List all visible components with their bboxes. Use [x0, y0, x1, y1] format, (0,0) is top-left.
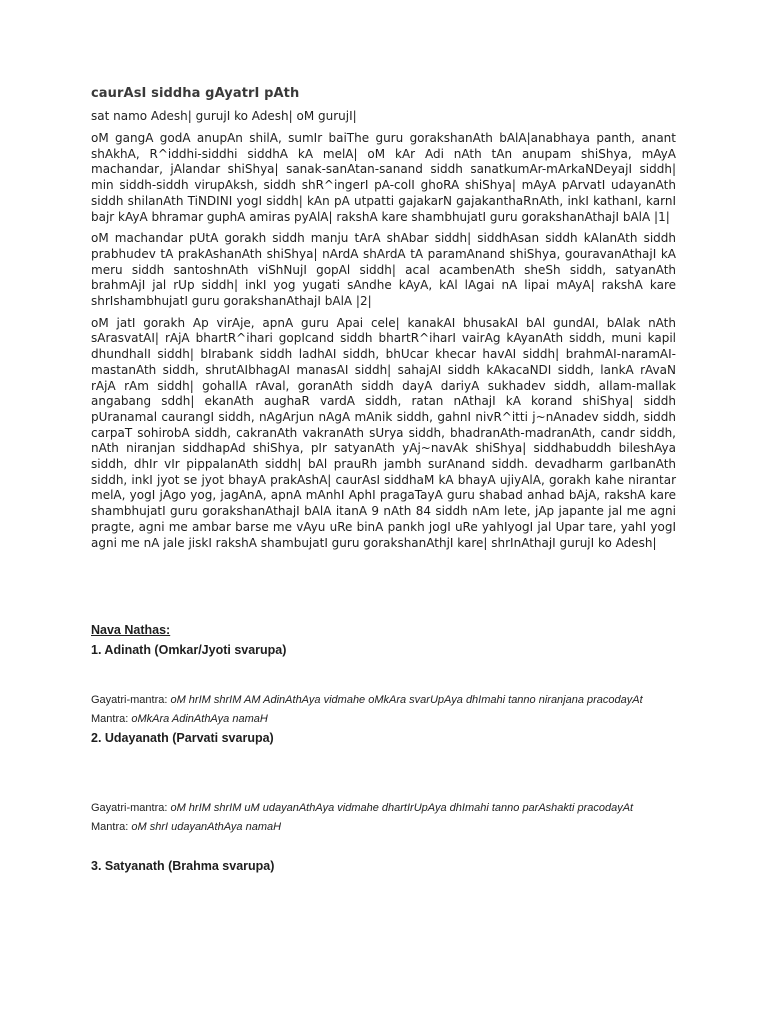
- section-1-title: 1. Adinath (Omkar/Jyoti svarupa): [91, 643, 287, 657]
- section-2-gayatri: [91, 802, 633, 814]
- document-body: [91, 86, 676, 557]
- section-1-mantra: [91, 713, 268, 725]
- opening-line: sat namo Adesh| gurujI ko Adesh| oM gurujI|: [91, 109, 357, 123]
- section-2-mantra: [91, 821, 281, 833]
- section-3-title: 3. Satyanath (Brahma svarupa): [91, 859, 275, 873]
- section-2-title: 2. Udayanath (Parvati svarupa): [91, 731, 274, 745]
- nava-nathas-heading: Nava Nathas:: [91, 623, 171, 637]
- paragraph-1: oM gangA godA anupAn shilA, sumIr baiThe guru gorakshanAth bAlA|anabhaya panth, anant shAkhA, R^iddhi-siddhi siddhA kA melA| oM kAr Adi nAth tAn anupam shiShya, mAyA machandar, jAlandar shiShya| sanak-sanAtan-sanand siddh sanatkumAr-mArkaNDeyajI siddh| min siddh-siddh virupAksh, siddh shR^ingerI pA-colI ghoRA shiShya| mAyA pArvatI udayanAth siddh shilanAth TiNDINI yogI siddh| kAn pA utpatti gajakarN gajakanthaRnAth, inkI kathanI, karnI bajr kAyA bhramar guphA amiras pyAlA| rakshA kare shambhujatI guru gorakshanAthajI bAlA |1|: [91, 131, 676, 224]
- gayatri-label: Gayatri-mantra:: [91, 694, 171, 706]
- gayatri-label: Gayatri-mantra:: [91, 802, 171, 814]
- paragraph-2: oM machandar pUtA gorakh siddh manju tArA shAbar siddh| siddhAsan siddh kAlanAth siddh prabhudev tA prakAshanAth shiShya| nArdA shArdA tA paramAnand shiShya, gouravanAthajI kA meru siddh santoshnAth viShNujI gopAl siddh| acal acambenAth sheSh siddh, satyanAth brahmAjI jal rUp siddh| inkI yog yugati sAndhe kAyA, kAl lAgai nA lipai mAyA| rakshA kare shrIshambhujatI guru gorakshanAthajI bAlA |2|: [91, 231, 676, 309]
- mantra-text: oM shrI udayanAthAya namaH: [131, 821, 282, 833]
- gayatri-text: oM hrIM shrIM uM udayanAthAya vidmahe dhartIrUpAya dhImahi tanno parAshakti pracodayAt: [170, 802, 634, 814]
- section-1-gayatri: [91, 694, 643, 706]
- mantra-label: Mantra:: [91, 713, 132, 725]
- document-title: caurAsI siddha gAyatrI pAth: [91, 86, 300, 101]
- gayatri-text: oM hrIM shrIM AM AdinAthAya vidmahe oMkAra svarUpAya dhImahi tanno niranjana pracodayAt: [170, 694, 643, 706]
- mantra-text: oMkAra AdinAthAya namaH: [131, 713, 268, 725]
- mantra-label: Mantra:: [91, 821, 132, 833]
- paragraph-3: oM jatI gorakh Ap virAje, apnA guru Apai cele| kanakAI bhusakAI bAl gundAI, bAlak nAth sArasvatAI| rAjA bhartR^ihari gopIcand siddh bhartR^iharI vairAg kAyanAth siddh, muni kapil dhundhalI siddh| bIrabank siddh ladhAI siddh, bhUcar khecar havAI siddh| brahmAI-naramAI-mastanAth siddh, shrutAIbhagAI manasAI siddh| sahajAI siddh kAkacaNDI siddh, lankA rAvaN rAjA rAm siddh| gohallA rAval, goranAth siddh dayA dariyA sukhadev siddh, allam-mallak angabang sddh| ekanAth aughaR vardA siddh, ratan nAthajI kA korand shiShya| siddh pUranamal caurangI siddh, nAgArjun nAgA mAnik siddh, gahnI nivR^itti j~nAnadev siddh, siddh carpaT sohirobA siddh, cakranAth vakranAth sUrya siddh, bhadranAth-madranAth, candr siddh, nAth niranjan siddhapAd shiShya, pIr satyanAth yAj~navAk shiShya| siddhabuddh bileshAya siddh, dhIr vIr pippalanAth siddh| bAl prauRh jambh surAnand siddh. devadharm garIbanAth siddh, inkI jyot se jyot bhayA prakAshA| caurAsI siddhaM kA bhayA ujiyAlA, gorakh kahe nirantar melA, yogI jAgo yog, jagAnA, apnA mAnhI AphI pragaTayA guru shabad anhad bAjA, rakshA kare shambhujatI guru gorakshanAthajI bAlA itanA 9 nAth 84 siddh nAm lete, jAp japante jal me agni pragte, agni me ambar barse me vAyu uRe binA pankh jogI uRe yahIyogI jal Upar tare, yahI yogI agni me nA jale jiskI rakshA shambujatI guru gorakshanAthjI kare| shrInAthajI gurujI ko Adesh|: [91, 315, 676, 550]
